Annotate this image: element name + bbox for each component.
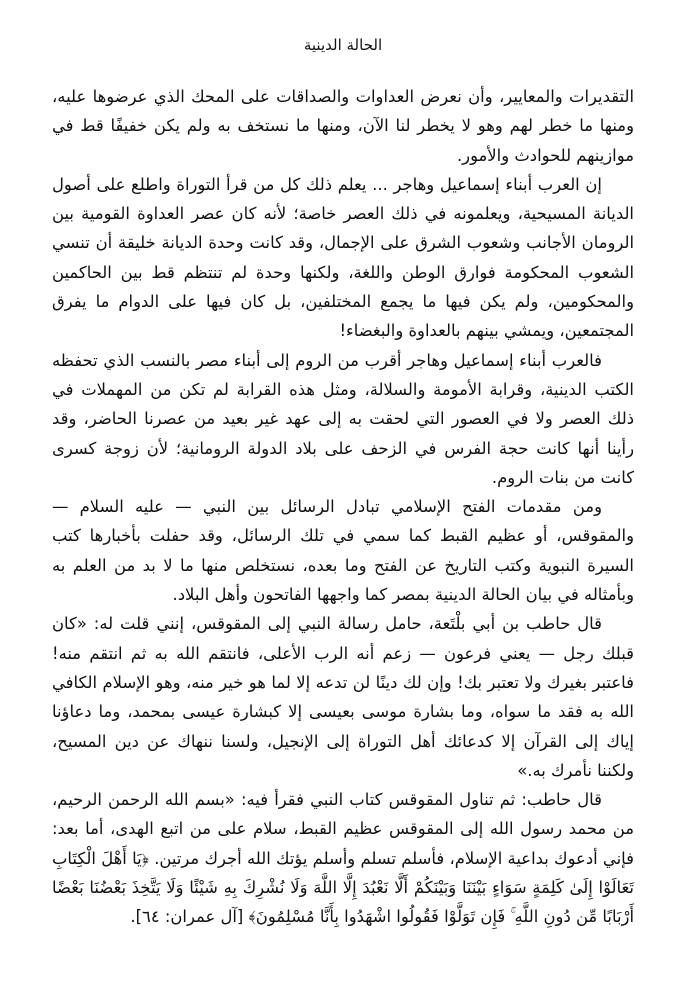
paragraph-letters: ومن مقدمات الفتح الإسلامي تبادل الرسائل بين النبي — عليه السلام — والمقوقس، أو عظيم القبط كما سمي في تلك الرسائل، وقد حفلت بأخبارها كتب السيرة النبوية وكتب التاريخ عن الفتح وما بعده، نستخلص منها ما لا بد من العلم به وبأمثاله في بيان الحالة الدينية بمصر كما واجهها الفاتحون وأهل البلاد. [52,497,634,605]
running-title: الحالة الدينية [303,36,383,54]
body-text [52,82,634,932]
paragraph-continuation: التقديرات والمعايير، وأن نعرض العداوات والصداقات على المحك الذي عرضوها عليه، ومنها ما خطر لهم وهو لا يخطر لنا الآن، ومنها ما نستخف به ولم يكن خفيفًا قط في موازينهم للحوادث والأمور. [52,87,634,165]
paragraph-kinship: فالعرب أبناء إسماعيل وهاجر أقرب من الروم إلى أبناء مصر بالنسب الذي تحفظه الكتب الدينية، وقرابة الأمومة والسلالة، ومثل هذه القرابة لم تكن من المهملات في ذلك العصر ولا في العصور التي لحقت به إلى عهد غير بعيد من عصرنا الحاضر، وقد رأينا أنها كانت حجة الفرس في الزحف على بلاد الدولة الرومانية؛ لأن زوجة كسرى كانت من بنات الروم. [52,350,634,487]
paragraph-hatib-speech: قال حاطب بن أبي بلْتَعة، حامل رسالة النبي إلى المقوقس، إنني قلت له: «كان قبلك رجل — يعني فرعون — زعم أنه الرب الأعلى، فانتقم الله به ثم انتقم منه! فاعتبر بغيرك ولا تعتبر بك! وإن لك دينًا لن تدعه إلا لما هو خير منه، وهو الإسلام الكافي الله به فقد ما سواه، وما بشارة موسى بعيسى إلا كبشارة عيسى بمحمد، وما دعاؤنا إياك إلى القرآن إلا كدعائك أهل التوراة إلى الإنجيل، ولسنا ننهاك عن دين المسيح، ولكننا نأمرك به.» [52,614,634,780]
paragraph-prophet-letter: قال حاطب: ثم تناول المقوقس كتاب النبي فقرأ فيه: «بسم الله الرحمن الرحيم، من محمد رسول الله إلى المقوقس عظيم القبط، سلام على من اتبع الهدى، أما بعد: فإني أدعوك بداعية الإسلام، فأسلم تسلم وأسلم يؤتك الله أجرك مرتين. ﴿يَا أَهْلَ الْكِتَابِ تَعَالَوْا إِلَىٰ كَلِمَةٍ سَوَاءٍ بَيْنَنَا وَبَيْنَكُمْ أَلَّا نَعْبُدَ إِلَّا اللَّهَ وَلَا نُشْرِكَ بِهِ شَيْئًا وَلَا يَتَّخِذَ بَعْضُنَا بَعْضًا أَرْبَابًا مِّن دُونِ اللَّهِ ۚ فَإِن تَوَلَّوْا فَقُولُوا اشْهَدُوا بِأَنَّا مُسْلِمُونَ﴾ [آل عمران: ٦٤]. [52,790,634,927]
paragraph-arab-lineage: إن العرب أبناء إسماعيل وهاجر ... يعلم ذلك كل من قرأ التوراة واطلع على أصول الديانة المسيحية، ويعلمونه في ذلك العصر خاصة؛ لأنه كان عصر العداوة القومية بين الرومان الأجانب وشعوب الشرق على الإجمال، وقد كانت وحدة الديانة خليقة أن تنسي الشعوب المحكومة فوارق الوطن واللغة، ولكنها وحدة لم تنتظم قط بين الحاكمين والمحكومين، ولم يكن فيها ما يجمع المختلفين، بل كان فيها على الدوام ما يفرق المجتمعين، ويمشي بينهم بالعداوة والبغضاء! [52,174,634,341]
